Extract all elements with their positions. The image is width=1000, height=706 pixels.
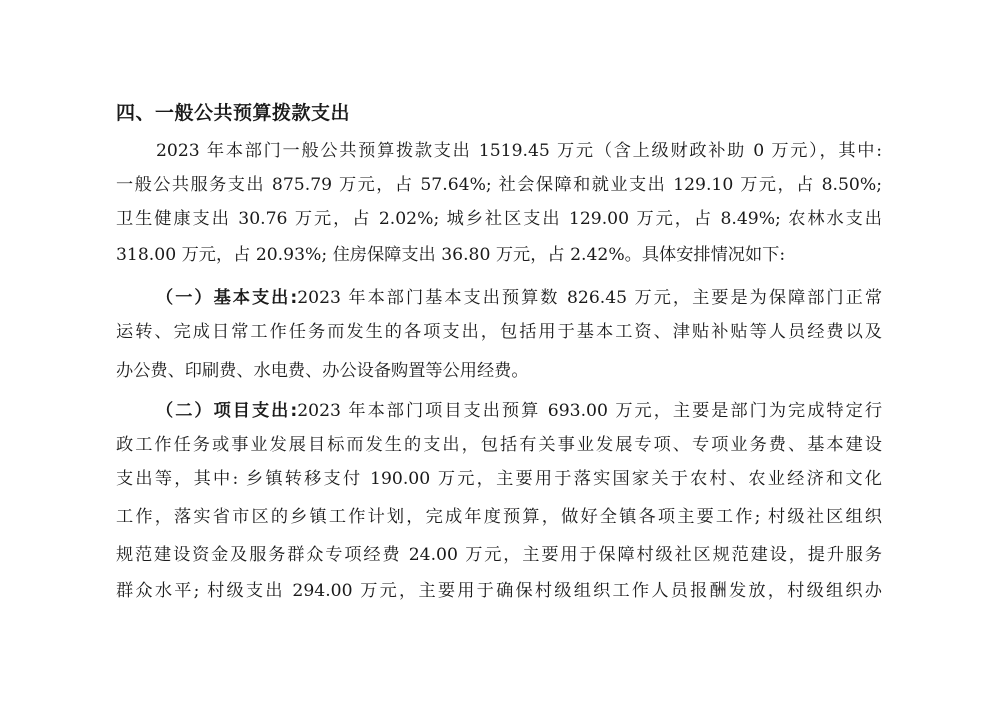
intro-line: 一般公共服务支出 875.79 万元，占 57.64%; 社会保障和就业支出 129.10 万元，占 8.50%; — [116, 175, 882, 195]
project-first-line — [156, 399, 882, 423]
basic-line-text: 2023 年本部门基本支出预算数 826.45 万元，主要是为保障部门正常 — [297, 288, 883, 308]
basic-line: 办公费、印刷费、水电费、办公设备购置等公用经费。 — [116, 361, 529, 381]
intro-line: 318.00 万元，占 20.93%; 住房保障支出 36.80 万元，占 2.42%。具体安排情况如下: — [116, 245, 786, 265]
intro-line: 卫生健康支出 30.76 万元，占 2.02%; 城乡社区支出 129.00 万元，占 8.49%; 农林水支出 — [116, 209, 882, 229]
project-line: 规范建设资金及服务群众专项经费 24.00 万元，主要用于保障村级社区规范建设，提升服务 — [116, 545, 882, 565]
section-heading: 四、一般公共预算拨款支出 — [116, 102, 351, 124]
intro-line: 2023 年本部门一般公共预算拨款支出 1519.45 万元（含上级财政补助 0 万元），其中: — [156, 141, 882, 161]
basic-subheading: （一）基本支出: — [156, 288, 298, 308]
project-line: 支出等，其中: 乡镇转移支付 190.00 万元，主要用于落实国家关于农村、农业经济和文化 — [116, 469, 882, 489]
basic-first-line — [156, 286, 882, 310]
project-line: 工作，落实省市区的乡镇工作计划，完成年度预算，做好全镇各项主要工作; 村级社区组织 — [116, 507, 882, 527]
basic-line: 运转、完成日常工作任务而发生的各项支出，包括用于基本工资、津贴补贴等人员经费以及 — [116, 322, 882, 342]
project-line: 群众水平; 村级支出 294.00 万元，主要用于确保村级组织工作人员报酬发放，村级组织办 — [116, 581, 882, 601]
project-line: 政工作任务或事业发展目标而发生的支出，包括有关事业发展专项、专项业务费、基本建设 — [116, 435, 882, 455]
project-line-text: 2023 年本部门项目支出预算 693.00 万元，主要是部门为完成特定行 — [297, 401, 883, 421]
project-subheading: （二）项目支出: — [156, 401, 298, 421]
